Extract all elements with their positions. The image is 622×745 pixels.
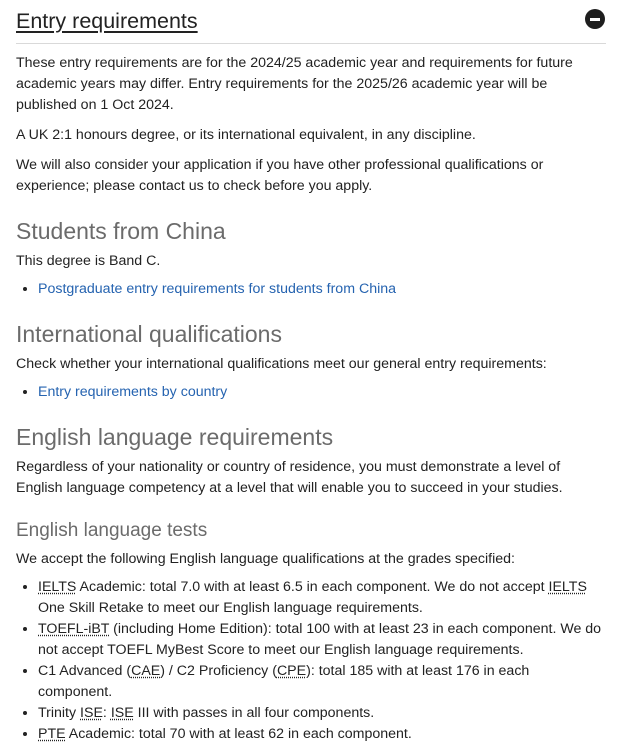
pte-text: Academic: total 70 with at least 62 in each component. — [65, 726, 412, 742]
list-item — [38, 279, 606, 300]
section-header[interactable] — [16, 0, 606, 44]
toefl-text: (including Home Edition): total 100 with at least 23 in each component. We do not accept TOEFL MyBest Score to meet our English language requirements. — [38, 621, 602, 658]
ielts-abbr[interactable]: IELTS — [38, 579, 77, 595]
ielts-abbr[interactable]: IELTS — [548, 579, 587, 595]
china-links-list — [16, 279, 606, 300]
trinity-text-2: : — [102, 705, 111, 721]
cambridge-text-2: ) / C2 Proficiency ( — [160, 663, 277, 679]
cae-abbr[interactable]: CAE — [131, 663, 161, 679]
intro-paragraph-degree: A UK 2:1 honours degree, or its international equivalent, in any discipline. — [16, 127, 476, 143]
tests-list — [16, 577, 606, 745]
international-text: Check whether your international qualifications meet our general entry requirements: — [16, 356, 547, 372]
minus-circle-icon[interactable] — [585, 9, 605, 29]
test-item-pte — [38, 724, 606, 745]
trinity-text: Trinity — [38, 705, 81, 721]
ise-abbr[interactable]: ISE — [80, 705, 103, 721]
intro-paragraph-academic-year: These entry requirements are for the 2024/25 academic year and requirements for future academic years may differ. Entry requirements for the 2025/26 academic year will be published on 1 Oct 2024. — [16, 55, 573, 113]
trinity-text-3: III with passes in all four components. — [133, 705, 375, 721]
cambridge-text-3: ): total 185 with at least 176 in each component. — [38, 663, 530, 700]
cpe-abbr[interactable]: CPE — [276, 663, 307, 679]
country-requirements-link[interactable]: Entry requirements by country — [38, 384, 228, 400]
english-heading: English language requirements — [16, 424, 334, 450]
section-title[interactable]: Entry requirements — [16, 9, 198, 33]
china-heading: Students from China — [16, 218, 226, 244]
china-band-text: This degree is Band C. — [16, 253, 161, 269]
test-item-cambridge — [38, 661, 606, 703]
intro-paragraph-professional: We will also consider your application if you have other professional qualifications or experience; please contact us to check before you apply. — [16, 157, 544, 194]
ielts-text: Academic: total 7.0 with at least 6.5 in each component. We do not accept — [76, 579, 549, 595]
pte-abbr[interactable]: PTE — [38, 726, 66, 742]
tests-heading: English language tests — [16, 520, 208, 541]
china-requirements-link[interactable]: Postgraduate entry requirements for students from China — [38, 281, 397, 297]
international-heading: International qualifications — [16, 321, 282, 347]
test-item-trinity — [38, 703, 606, 724]
ielts-text-2: One Skill Retake to meet our English language requirements. — [38, 600, 423, 616]
ise-abbr[interactable]: ISE — [110, 705, 134, 721]
international-links-list — [16, 382, 606, 403]
tests-intro: We accept the following English language qualifications at the grades specified: — [16, 551, 515, 567]
toefl-abbr[interactable]: TOEFL-iBT — [38, 621, 110, 637]
test-item-ielts — [38, 577, 606, 619]
english-text: Regardless of your nationality or country of residence, you must demonstrate a level of English language competency at a level that will enable you to succeed in your studies. — [16, 459, 563, 496]
cambridge-text: C1 Advanced ( — [38, 663, 132, 679]
test-item-toefl — [38, 619, 606, 661]
list-item — [38, 382, 606, 403]
